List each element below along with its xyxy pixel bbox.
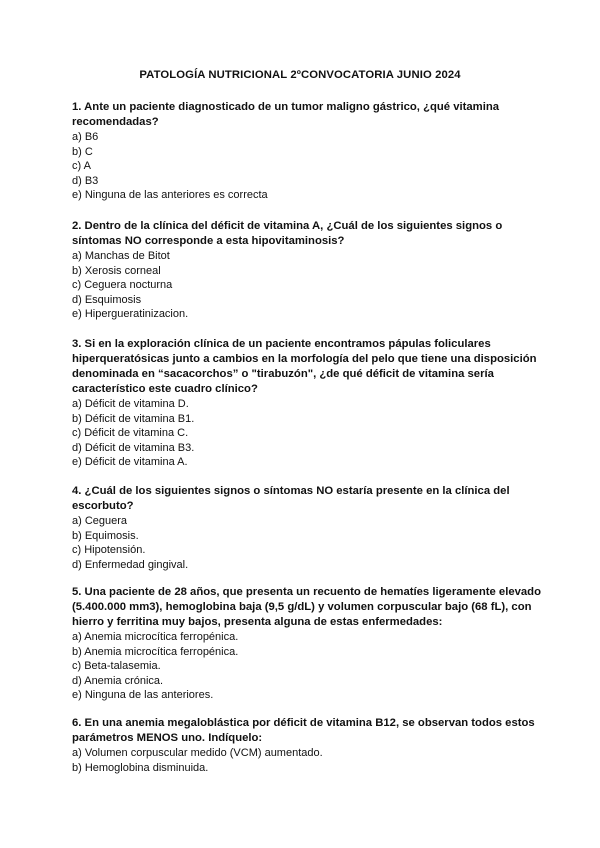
answer-option: c) Déficit de vitamina C. bbox=[72, 427, 189, 440]
answer-option: c) Beta-talasemia. bbox=[72, 660, 161, 673]
answer-option: c) A bbox=[72, 160, 91, 173]
answer-option: e) Hipergueratinizacion. bbox=[72, 308, 189, 321]
answer-option: a) Déficit de vitamina D. bbox=[72, 398, 189, 410]
answer-option: c) Ceguera nocturna bbox=[72, 279, 173, 292]
question-4 bbox=[72, 484, 542, 572]
answer-option: b) Anemia microcítica ferropénica. bbox=[72, 645, 239, 658]
answer-option: b) Equimosis. bbox=[72, 529, 139, 542]
question-stem: 6. En una anemia megaloblástica por déficit de vitamina B12, se observan todos estos parámetros MENOS uno. Indíquelo: bbox=[72, 717, 535, 744]
question-2 bbox=[72, 219, 542, 322]
answer-option: e) Ninguna de las anteriores es correcta bbox=[72, 189, 268, 202]
answer-option: d) Esquimosis bbox=[72, 293, 142, 306]
answer-option: b) C bbox=[72, 145, 93, 158]
question-stem: 1. Ante un paciente diagnosticado de un tumor maligno gástrico, ¿qué vitamina recomendadas? bbox=[72, 101, 500, 128]
question-3 bbox=[72, 337, 542, 470]
answer-option: a) B6 bbox=[72, 131, 99, 143]
question-stem: 2. Dentro de la clínica del déficit de vitamina A, ¿Cuál de los siguientes signos o síntomas NO corresponde a esta hipovitaminosis? bbox=[72, 220, 503, 247]
answer-option: c) Hipotensión. bbox=[72, 544, 146, 557]
answer-option: a) Ceguera bbox=[72, 515, 128, 527]
answer-option: d) B3 bbox=[72, 174, 99, 187]
question-stem: 4. ¿Cuál de los siguientes signos o síntomas NO estaría presente en la clínica del escorbuto? bbox=[72, 485, 510, 512]
answer-option: d) Déficit de vitamina B3. bbox=[72, 441, 195, 454]
answer-option: a) Anemia microcítica ferropénica. bbox=[72, 631, 239, 643]
question-5 bbox=[72, 585, 542, 703]
answer-option: e) Déficit de vitamina A. bbox=[72, 456, 188, 469]
question-6 bbox=[72, 716, 542, 775]
answer-option: b) Xerosis corneal bbox=[72, 264, 161, 277]
question-stem: 3. Si en la exploración clínica de un paciente encontramos pápulas foliculares hiperqueratósicas junto a cambios en la morfología del pelo que tiene una disposición denominada en “sacacorchos” o "tirabuzón", ¿de qué déficit de vitamina sería característico este cuadro clínico? bbox=[72, 338, 537, 395]
answer-option: d) Enfermedad gingival. bbox=[72, 558, 189, 571]
answer-option: a) Volumen corpuscular medido (VCM) aumentado. bbox=[72, 747, 323, 759]
answer-option: d) Anemia crónica. bbox=[72, 674, 164, 687]
answer-option: b) Déficit de vitamina B1. bbox=[72, 412, 195, 425]
answer-option: e) Ninguna de las anteriores. bbox=[72, 689, 214, 702]
answer-option: b) Hemoglobina disminuida. bbox=[72, 761, 209, 774]
question-1 bbox=[72, 100, 542, 203]
answer-option: a) Manchas de Bitot bbox=[72, 250, 170, 262]
page-title: PATOLOGÍA NUTRICIONAL 2ºCONVOCATORIA JUNIO 2024 bbox=[139, 69, 461, 81]
question-stem: 5. Una paciente de 28 años, que presenta un recuento de hematíes ligeramente elevado (5.400.000 mm3), hemoglobina baja (9,5 g/dL) y volumen corpuscular bajo (68 fL), con hierro y ferritina muy bajos, presenta alguna de estas enfermedades: bbox=[72, 586, 541, 628]
